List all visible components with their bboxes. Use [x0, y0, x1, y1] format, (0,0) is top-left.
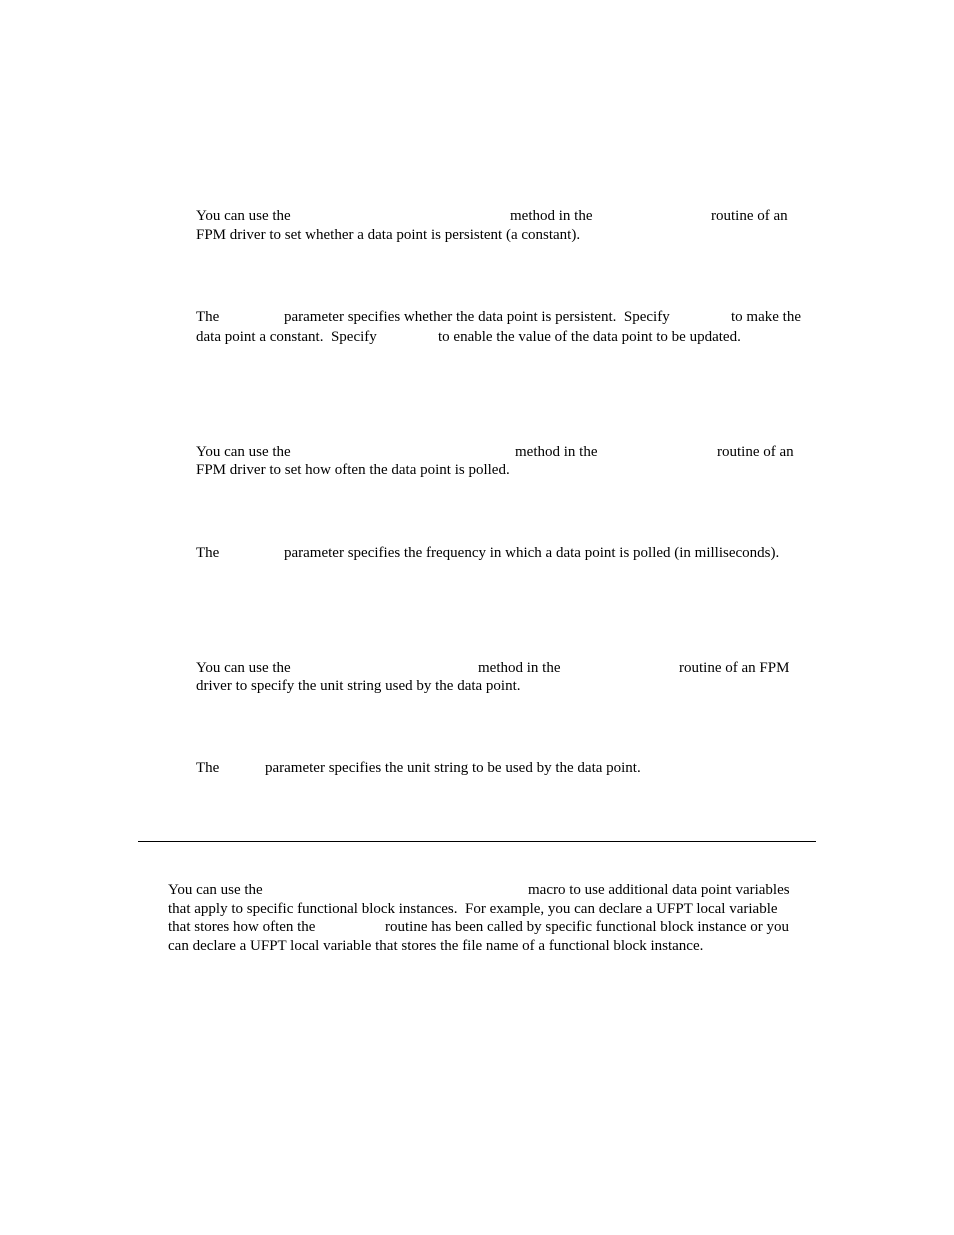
body-text: that apply to specific functional block instances. For example, you can declare a UFPT local variable: [168, 901, 778, 917]
param-text: The: [196, 545, 220, 561]
intro-text: You can use the: [196, 444, 291, 460]
intro-text: method in the: [510, 208, 593, 224]
body-text: You can use the: [168, 882, 263, 898]
param-text: parameter specifies the unit string to be used by the data point.: [265, 760, 641, 776]
intro-text: routine of an: [717, 444, 794, 460]
intro-text: routine of an FPM: [679, 660, 790, 676]
param-text: The: [196, 309, 220, 325]
intro-text: FPM driver to set how often the data point is polled.: [196, 462, 510, 478]
body-text: macro to use additional data point variables: [528, 882, 790, 898]
body-text: that stores how often the: [168, 919, 316, 935]
intro-text: method in the: [478, 660, 561, 676]
param-text: to make the: [731, 309, 801, 325]
intro-text: routine of an: [711, 208, 788, 224]
body-text: routine has been called by specific functional block instance or you: [385, 919, 790, 935]
intro-text: FPM driver to set whether a data point is persistent (a constant).: [196, 227, 581, 243]
intro-text: You can use the: [196, 208, 291, 224]
param-text: parameter specifies whether the data point is persistent. Specify: [284, 309, 670, 325]
section-divider: [138, 841, 816, 842]
body-text: can declare a UFPT local variable that stores the file name of a functional block instance.: [168, 938, 704, 954]
intro-text: driver to specify the unit string used by the data point.: [196, 678, 521, 694]
param-text: The: [196, 760, 220, 776]
param-text: to enable the value of the data point to be updated.: [438, 329, 741, 345]
intro-text: method in the: [515, 444, 598, 460]
param-text: parameter specifies the frequency in which a data point is polled (in milliseconds).: [284, 545, 780, 561]
intro-text: You can use the: [196, 660, 291, 676]
param-text: data point a constant. Specify: [196, 329, 377, 345]
